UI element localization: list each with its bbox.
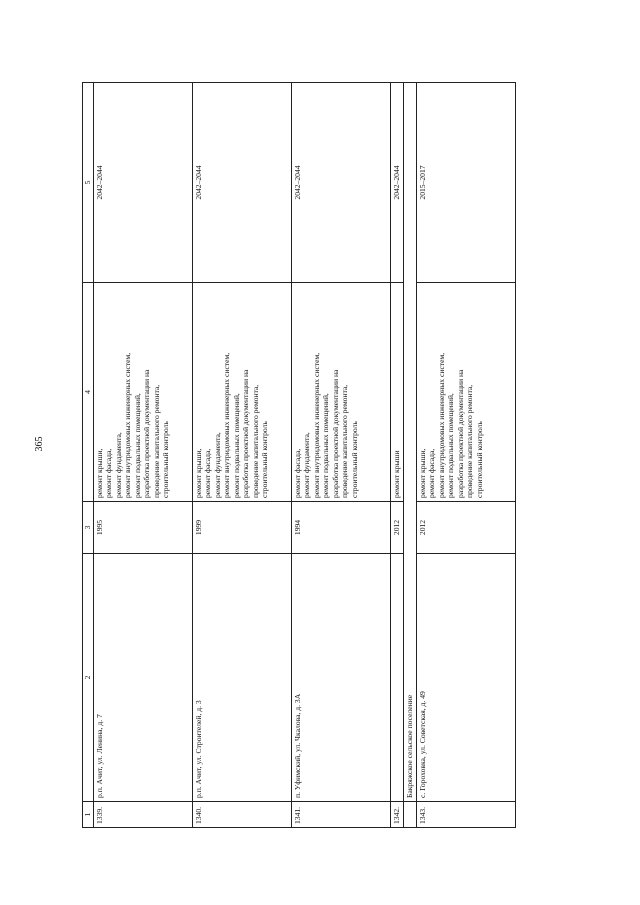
row-works [192,283,291,502]
row-number: 1339. [93,802,192,828]
work-line: строительный контроль [161,421,170,498]
work-line: строительный контроль [260,421,269,498]
work-line: проведение капитального ремонта, [250,384,260,498]
work-line: разработка проектной документации на [142,369,151,498]
row-year: 2012 [416,502,515,554]
row-number: 1342. [390,802,403,828]
work-line: ремонт крыши, [417,448,427,498]
work-line: ремонт подвальных помещений, [321,393,330,498]
header-cell: 2 [83,554,94,802]
row-year: 1999 [192,502,291,554]
row-year: 1995 [93,502,192,554]
work-line: ремонт крыши, [193,448,203,498]
work-line: ремонт подвальных помещений, [446,393,455,498]
work-line: ремонт крыши [391,450,401,498]
table-row [390,83,403,828]
row-number: 1341. [291,802,390,828]
header-row [83,83,94,828]
row-address [390,554,403,802]
row-period: 2015–2017 [416,83,515,283]
row-address: с. Гороховка, ул. Советская, д. 49 [416,554,515,802]
work-line: ремонт внутридомовых инженерных систем, [311,352,321,498]
row-period: 2042–2044 [192,83,291,283]
header-cell: 5 [83,83,94,283]
work-line: проведение капитального ремонта, [340,384,349,498]
work-line: строительный контроль [474,421,484,498]
section-row [403,83,416,828]
work-line: ремонт фундамента, [212,432,222,498]
row-works [390,283,403,502]
row-works [93,283,192,502]
work-line: ремонт фундамента, [302,432,311,498]
row-period: 2042–2044 [93,83,192,283]
row-address: р.п. Ачит, ул. Строителей, д. 3 [192,554,291,802]
work-line: ремонт внутридомовых инженерных систем, [436,352,446,498]
row-works [416,283,515,502]
rotated-table-container [82,83,508,828]
page-number: 365 [34,436,45,452]
table-row [93,83,192,828]
work-line: ремонт крыши, [94,448,104,498]
work-line: ремонт подвальных помещений, [231,393,241,498]
row-year: 1994 [291,502,390,554]
work-line: разработка проектной документации на [330,369,340,498]
work-line: разработка проектной документации на [455,369,465,498]
section-title: Бакряжское сельское поселение [403,83,416,802]
header-cell: 3 [83,502,94,554]
row-address: р.п. Ачит, ул. Ленина, д. 7 [93,554,192,802]
work-line: ремонт фундамента, [113,432,123,498]
row-works [291,283,390,502]
work-line: ремонт фасада, [427,448,436,498]
header-cell: 1 [83,802,94,828]
row-number: 1343. [416,802,515,828]
row-period: 2042–2044 [291,83,390,283]
work-line: проведение капитального ремонта, [465,384,474,498]
table-row [192,83,291,828]
work-line: ремонт внутридомовых инженерных систем, [123,352,132,498]
row-period: 2042–2044 [390,83,403,283]
row-year: 2012 [390,502,403,554]
header-cell: 4 [83,283,94,502]
work-line: ремонт подвальных помещений, [132,393,142,498]
work-line: ремонт фасада, [104,448,113,498]
table-row [416,83,515,828]
work-line: ремонт внутридомовых инженерных систем, [222,352,231,498]
work-line: ремонт фасада, [292,448,302,498]
repair-schedule-table [82,82,516,828]
section-spacer [403,802,416,828]
work-line: ремонт фасада, [203,448,212,498]
table-row [291,83,390,828]
work-line: проведение капитального ремонта, [151,384,161,498]
work-line: строительный контроль [349,421,359,498]
work-line: разработка проектной документации на [241,369,250,498]
row-number: 1340. [192,802,291,828]
row-address: п. Уфимский, ул. Чкалова, д. 3А [291,554,390,802]
